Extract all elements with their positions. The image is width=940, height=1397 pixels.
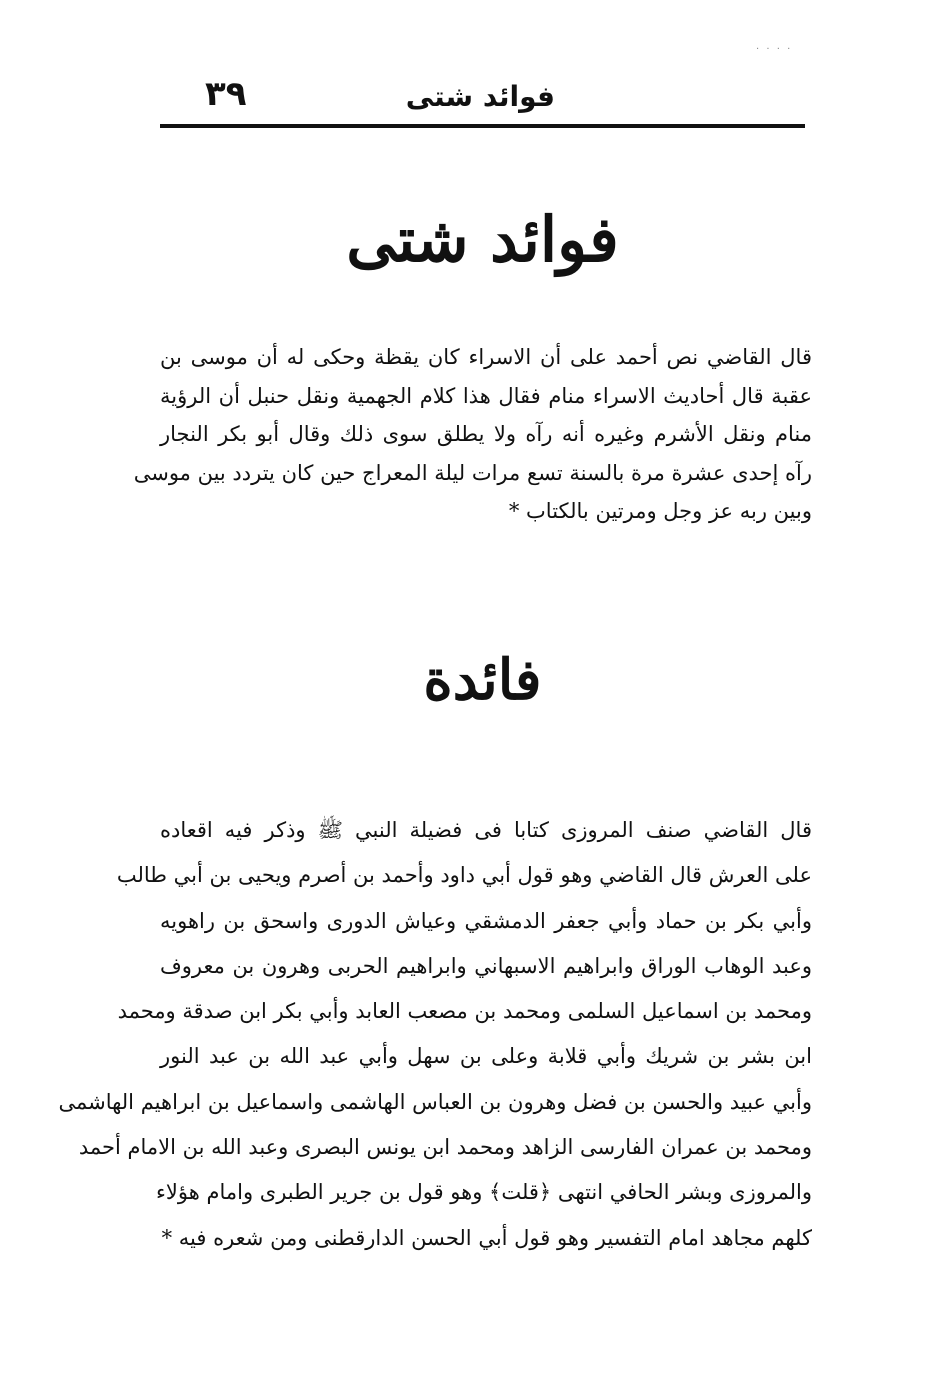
text-line: كلهم مجاهد امام التفسير وهو قول أبي الحسن الدارقطنى ومن شعره فيه * xyxy=(161,1225,812,1250)
text-line: والمروزى وبشر الحافي انتهى ﴿قلت﴾ وهو قول بن جرير الطبرى وامام هؤلاء xyxy=(156,1180,812,1205)
text-line: وأبي عبيد والحسن بن فضل وهرون بن العباس الهاشمى واسماعيل بن ابراهيم الهاشمى xyxy=(58,1089,812,1114)
text-line: رآه إحدى عشرة مرة بالسنة تسع مرات ليلة المعراج حين كان يتردد بين موسى xyxy=(133,460,812,485)
section-paragraph xyxy=(133,338,812,531)
page-number: ٣٩ xyxy=(205,74,247,114)
text-line: وعبد الوهاب الوراق وابراهيم الاسبهاني وابراهيم الحربى وهرون بن معروف xyxy=(160,953,812,978)
section-heading: فوائد شتى xyxy=(346,203,619,276)
text-line: وبين ربه عز وجل ومرتين بالكتاب * xyxy=(508,499,812,523)
margin-specks: · · · · xyxy=(756,44,793,55)
text-line: ابن بشر بن شريك وأبي قلابة وعلى بن سهل وأبي عبد الله بن عبد النور xyxy=(160,1044,812,1069)
running-head: فوائد شتى xyxy=(405,80,555,113)
text-line: قال القاضي صنف المروزى كتابا فى فضيلة النبي ﷺ وذكر فيه اقعاده xyxy=(160,818,812,842)
section-paragraph xyxy=(58,808,812,1261)
text-line: منام ونقل الأشرم وغيره أنه رآه ولا يطلق سوى ذلك وقال أبو بكر النجار xyxy=(160,422,812,446)
header-rule xyxy=(160,124,805,128)
text-line: على العرش قال القاضي وهو قول أبي داود وأحمد بن أصرم ويحيى بن أبي طالب xyxy=(116,863,812,888)
section-heading: فائدة xyxy=(423,647,542,713)
text-line: عقبة قال أحاديث الاسراء منام فقال هذا كلام الجهمية ونقل حنبل أن الرؤية xyxy=(160,383,812,408)
text-line: قال القاضي نص أحمد على أن الاسراء كان يقظة وحكى له أن موسى بن xyxy=(160,345,812,369)
text-line: ومحمد بن اسماعيل السلمى ومحمد بن مصعب العابد وأبي بكر ابن صدقة ومحمد xyxy=(117,999,812,1024)
page-header xyxy=(160,72,805,128)
text-line: وأبي بكر بن حماد وأبي جعفر الدمشقي وعياش الدورى واسحق بن راهويه xyxy=(160,908,812,933)
text-line: ومحمد بن عمران الفارسى الزاهد ومحمد ابن يونس البصرى وعبد الله بن الامام أحمد xyxy=(78,1135,812,1160)
